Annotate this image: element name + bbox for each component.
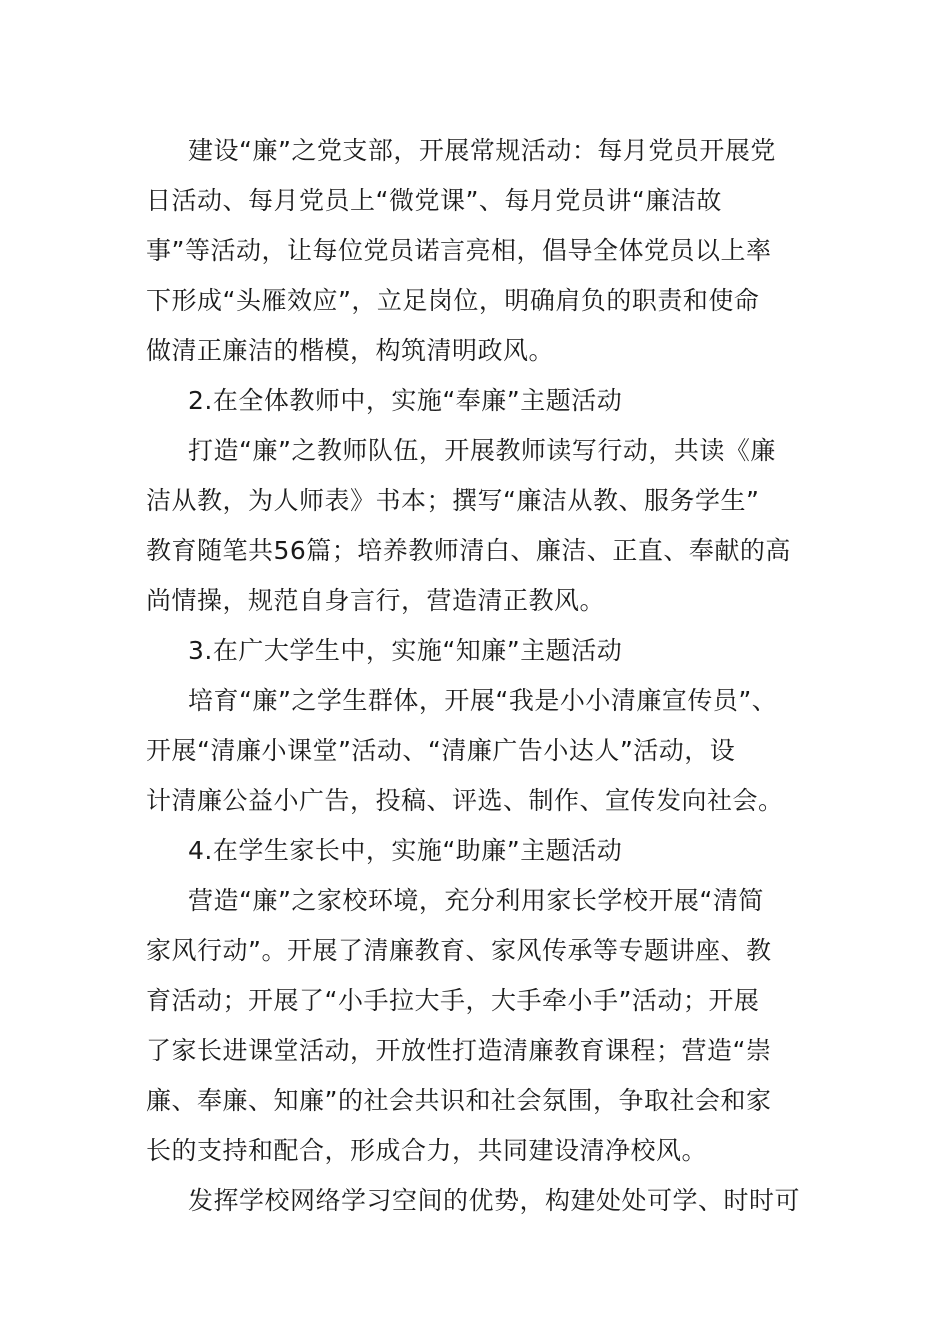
paragraph-line: 日活动、每月党员上“微党课”、每月党员讲“廉洁故 [146,186,722,215]
paragraph-line: 建设“廉”之党支部，开展常规活动：每月党员开展党 [188,136,776,165]
paragraph-line: 长的支持和配合，形成合力，共同建设清净校风。 [146,1136,708,1165]
paragraph-line: 育活动；开展了“小手拉大手，大手牵小手”活动；开展 [146,986,760,1015]
paragraph-line: 了家长进课堂活动，开放性打造清廉教育课程；营造“崇 [146,1036,772,1065]
section-heading: 4.在学生家长中，实施“助廉”主题活动 [188,836,623,865]
paragraph-line: 培育“廉”之学生群体，开展“我是小小清廉宣传员”、 [188,686,778,715]
paragraph-line: 发挥学校网络学习空间的优势，构建处处可学、时时可 [188,1186,801,1215]
paragraph-line: 营造“廉”之家校环境，充分利用家长学校开展“清简 [188,886,764,915]
paragraph-line: 开展“清廉小课堂”活动、“清廉广告小达人”活动，设 [146,736,736,765]
paragraph-line: 家风行动”。开展了清廉教育、家风传承等专题讲座、教 [146,936,772,965]
section-heading: 2.在全体教师中，实施“奉廉”主题活动 [188,386,623,415]
paragraph-line: 打造“廉”之教师队伍，开展教师读写行动，共读《廉 [188,436,776,465]
paragraph-line: 洁从教，为人师表》书本；撰写“廉洁从教、服务学生” [146,486,760,515]
paragraph-line: 计清廉公益小广告，投稿、评选、制作、宣传发向社会。 [146,786,784,815]
section-heading: 3.在广大学生中，实施“知廉”主题活动 [188,636,623,665]
paragraph-line: 廉、奉廉、知廉”的社会共识和社会氛围，争取社会和家 [146,1086,772,1115]
paragraph-line: 做清正廉洁的楷模，构筑清明政风。 [146,336,555,365]
paragraph-line: 事”等活动，让每位党员诺言亮相，倡导全体党员以上率 [146,236,772,265]
paragraph-line: 尚情操，规范自身言行，营造清正教风。 [146,586,606,615]
paragraph-line: 下形成“头雁效应”，立足岗位，明确肩负的职责和使命 [146,286,760,315]
paragraph-line: 教育随笔共56篇；培养教师清白、廉洁、正直、奉献的高 [146,536,791,565]
